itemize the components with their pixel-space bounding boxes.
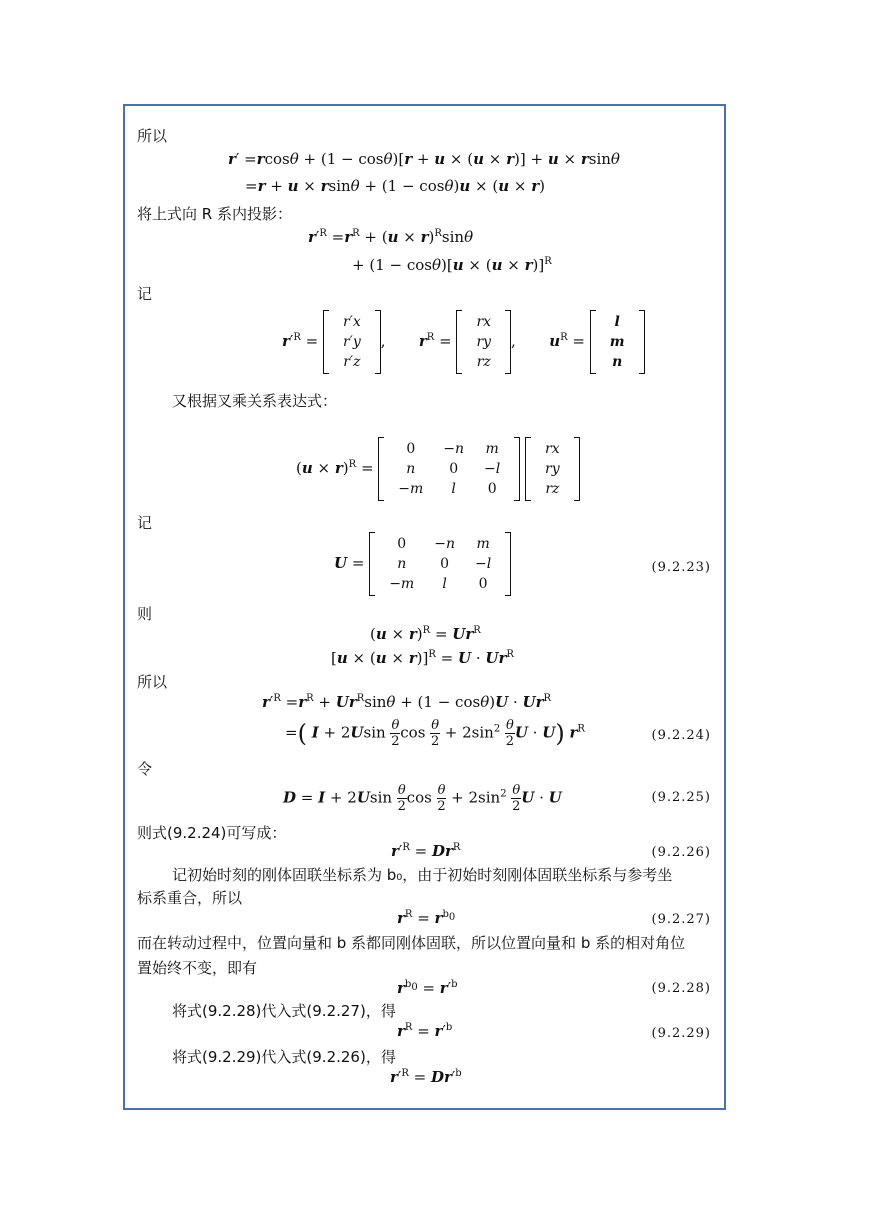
text-rewrite: 则式(9.2.24)可写成：	[137, 824, 287, 842]
text-para1-line2: 标系重合，所以	[137, 889, 243, 907]
equation-projection-line1: $r'^R =r^R + (u \times r)^R\sin\theta$	[308, 228, 474, 246]
equation-U-definition: U = 0 −n m n 0 −l −m l 0	[334, 532, 511, 596]
eq-number-9-2-24: (9.2.24)	[651, 728, 711, 743]
label-ji-1: 记	[137, 285, 153, 303]
text-para2-line2: 置始终不变，即有	[137, 959, 258, 977]
equation-9-2-27: $r^R = r^{b_0}$	[397, 909, 456, 927]
equation-9-2-25: D = I + 2Usin $\frac{\theta}{2}$ cos $\frac{\theta}{2}$ + $2\sin^2$ $\frac{\theta}{2}$ U · U	[283, 783, 562, 814]
text-project-sentence: 将上式向 R 系内投影：	[137, 205, 292, 223]
matrix-r: rx ry rz	[456, 310, 511, 374]
label-suoyi-2: 所以	[137, 673, 168, 691]
equation-9-2-28: $r^{b_0} = r'^b$	[397, 979, 458, 997]
matrix-u: l m n	[590, 310, 645, 374]
matrix-skew-1: 0 −n m n 0 −l −m l 0	[378, 437, 520, 501]
text-subst1: 将式(9.2.28)代入式(9.2.27)，得	[172, 1002, 396, 1020]
equation-9-2-24-line2: =( I + 2Usin $\frac{\theta}{2}$ cos $\frac{\theta}{2}$ + $2\sin^2$ $\frac{\theta}{2}$ U · U) $r^R$	[285, 718, 585, 749]
eq-number-9-2-28: (9.2.28)	[651, 981, 711, 996]
text-subst2: 将式(9.2.29)代入式(9.2.26)，得	[172, 1048, 396, 1066]
equation-projection-line2: + $(1 - \cos\theta)[u \times (u \times r)]^R$	[352, 256, 552, 274]
eq-number-9-2-29: (9.2.29)	[651, 1026, 711, 1041]
label-suoyi-1: 所以	[137, 127, 168, 145]
equation-cross-product-matrix: $(u \times r)^R$ = 0 −n m n 0 −l −m l 0 rx ry rz	[296, 437, 580, 501]
equation-rprime-line2: =r + u × rsinθ + (1 − cosθ)u × (u × r)	[245, 177, 545, 195]
eq-number-9-2-27: (9.2.27)	[651, 912, 711, 927]
equation-vector-definitions: $r'^R$ = r′x r′y r′z , $r^R$ = rx ry rz , $u^R$ = l m n	[282, 310, 645, 374]
equation-9-2-24-line1: $r'^R =r^R + Ur^R\sin\theta + (1 - \cos\theta)U \cdot Ur^R$	[262, 693, 552, 711]
equation-Ur-2: $[u \times (u \times r)]^R = U \cdot Ur^R$	[331, 649, 514, 667]
label-ling: 令	[137, 760, 153, 778]
text-cross-intro: 又根据叉乘关系表达式：	[172, 392, 338, 410]
equation-Ur-1: $(u \times r)^R = Ur^R$	[370, 625, 481, 643]
eq-number-9-2-25: (9.2.25)	[651, 790, 711, 805]
equation-final: $r'^R = Dr'^b$	[390, 1068, 462, 1086]
eq-number-9-2-26: (9.2.26)	[651, 845, 711, 860]
equation-9-2-26: $r'^R = Dr^R$	[391, 842, 461, 860]
matrix-rprime: r′x r′y r′z	[323, 310, 381, 374]
label-ji-2: 记	[137, 514, 153, 532]
matrix-r-2: rx ry rz	[525, 437, 580, 501]
equation-9-2-29: $r^R = r'^b$	[397, 1022, 453, 1040]
label-ze-1: 则	[137, 605, 153, 623]
text-para1-line1: 记初始时刻的刚体固联坐标系为 b₀，由于初始时刻刚体固联坐标系与参考坐	[172, 866, 673, 884]
matrix-skew-U: 0 −n m n 0 −l −m l 0	[369, 532, 511, 596]
equation-rprime-line1: r′ =rcosθ + (1 − cosθ)[r + u × (u × r)] + u × rsinθ	[228, 150, 620, 168]
eq-number-9-2-23: (9.2.23)	[651, 560, 711, 575]
text-para2-line1: 而在转动过程中，位置向量和 b 系都同刚体固联，所以位置向量和 b 系的相对角位	[137, 934, 686, 952]
